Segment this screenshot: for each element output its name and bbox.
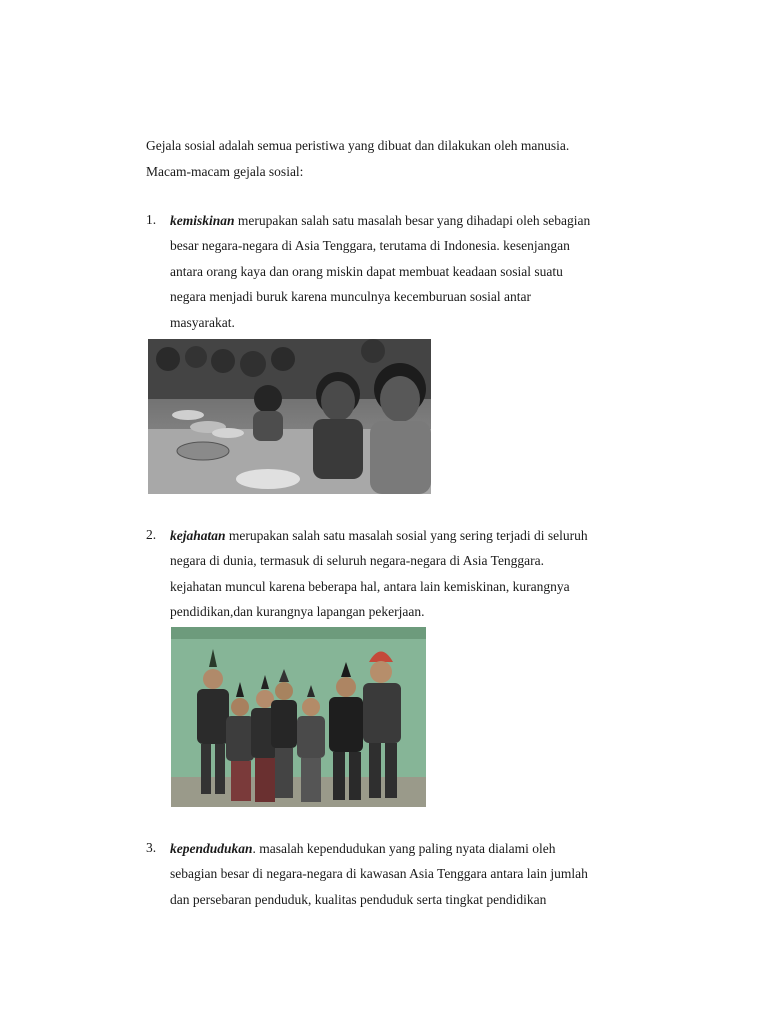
list-item-term: kejahatan [170,528,226,543]
list-item-number: 3. [146,840,157,855]
list-item-line: kejahatan muncul karena beberapa hal, antara lain kemiskinan, kurangnya [170,578,570,594]
list-item-line: kependudukan. masalah kependudukan yang paling nyata dialami oleh [170,841,556,856]
list-item-term: kependudukan [170,841,253,856]
list-item-term: kemiskinan [170,213,235,228]
list-item-line: kejahatan merupakan salah satu masalah sosial yang sering terjadi di seluruh [170,528,588,543]
list-item-line: antara orang kaya dan orang miskin dapat membuat keadaan sosial suatu [170,263,563,279]
list-item-number: 1. [146,212,157,227]
intro-definition: Gejala sosial adalah semua peristiwa yang dibuat dan dilakukan oleh manusia. [146,138,570,153]
list-item-line: pendidikan,dan kurangnya lapangan pekerjaan. [170,604,425,620]
list-item-line: kemiskinan merupakan salah satu masalah besar yang dihadapi oleh sebagian [170,213,591,228]
punk-group-photo [171,627,426,807]
list-item-line: negara menjadi buruk karena munculnya kecemburuan sosial antar [170,289,531,305]
list-item-number: 2. [146,527,157,542]
list-item-line: dan persebaran penduduk, kualitas penduduk serta tingkat pendidikan [170,891,547,907]
list-item-line: masyarakat. [170,314,235,330]
poverty-photo [148,339,431,494]
list-item-line: sebagian besar di negara-negara di kawasan Asia Tenggara antara lain jumlah [170,866,588,882]
list-item-line: negara di dunia, termasuk di seluruh negara-negara di Asia Tenggara. [170,553,545,569]
list-item-text [170,523,660,625]
list-item-line: besar negara-negara di Asia Tenggara, terutama di Indonesia. kesenjangan [170,238,570,254]
list-item-text [170,836,660,912]
list-item-text [170,208,660,335]
intro-list-heading: Macam-macam gejala sosial: [146,164,304,179]
